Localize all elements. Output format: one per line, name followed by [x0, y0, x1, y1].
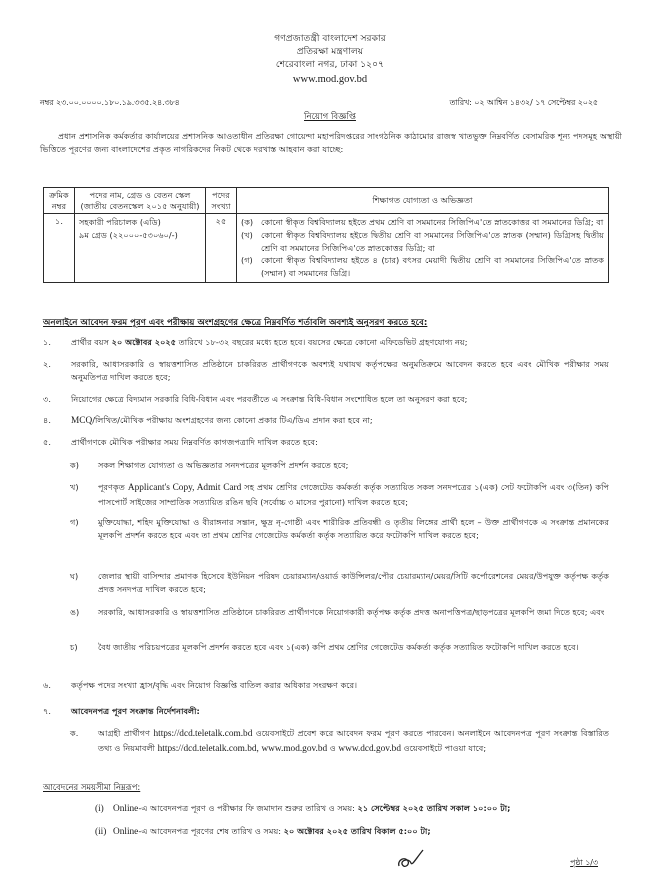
conditions-heading: অনলাইনে আবেদন ফরম পূরণ এবং পরীক্ষায় অংশগ্রহণের ক্ষেত্রে নিম্নবর্ণিত শর্তাবলি অবশ্যই অনুসরণ করতে হবে:	[43, 318, 428, 328]
document-text-part: পূরণকৃত	[98, 482, 128, 492]
condition-item	[43, 436, 609, 449]
instruction-text	[98, 727, 609, 757]
vacancy-table	[43, 187, 609, 283]
instruction-text-part: আগ্রহী প্রার্থীগণ	[98, 728, 154, 738]
deadline-heading: আবেদনের সময়সীমা নিম্নরূপ:	[43, 782, 141, 792]
memo-number: নম্বর ২৩.০০.০০০০.১৮০.১৯.৩৩৫.২৪.৩৮৪	[40, 98, 180, 107]
condition-item	[43, 393, 609, 406]
document-number: ক)	[70, 460, 79, 470]
document-number: ঙ)	[70, 607, 80, 617]
condition-item	[43, 336, 609, 349]
document-text	[98, 481, 609, 509]
condition-text-part: /লিখিত/মৌখিক পরীক্ষায় অংশগ্রহণের জন্য কোনো প্রকার টিএ/ডিএ প্রদান করা হবে না;	[92, 415, 373, 425]
condition-text: প্রার্থীগণকে মৌখিক পরীক্ষার সময় নিম্নবর্ণিত কাগজপত্রাদি দাখিল করতে হবে:	[71, 437, 318, 447]
document-item	[70, 606, 609, 619]
teletalk-link[interactable]: https://dcd.teletalk.com.bd,	[157, 743, 259, 754]
qualification-key: (ক)	[241, 217, 254, 228]
qualification-text: কোনো স্বীকৃত বিশ্ববিদ্যালয় হইতে ৪ (চার) বৎসর মেয়াদী দ্বিতীয় শ্রেণি বা সমমানের সিজিপিএ'তে স্নাতক (সম্মান) বা সমমানের ডিগ্রি।	[261, 255, 604, 279]
deadline-text-part: Online	[113, 804, 139, 814]
document-item	[70, 459, 609, 472]
condition-number: ৬.	[43, 680, 51, 690]
qualification-key: (খ)	[241, 230, 253, 241]
document-text: বৈধ জাতীয় পরিচয়পত্রের মূলকপি প্রদর্শন করতে হবে এবং ১(এক) কপি প্রথম শ্রেণির গেজেটেড কর্মকর্তা কর্তৃক সত্যায়িত ফটোকপি দাখিল করতে হবে।	[98, 642, 579, 652]
qualification-text: কোনো স্বীকৃত বিশ্ববিদ্যালয় হইতে প্রথম শ্রেণি বা সমমানের সিজিপিএ'তে স্নাতকোত্তর বা সমমানের ডিগ্রি; বা	[261, 217, 604, 228]
col-header-serial: ক্রমিক নম্বর	[44, 188, 75, 214]
deadline-text-part: -এ আবেদনপত্র পূরণ ও পরীক্ষার ফি জমাদান শুরুর তারিখ ও সময়:	[138, 803, 358, 813]
cell-count: ২৫	[206, 214, 237, 283]
condition-number: ১.	[43, 337, 51, 347]
condition-text	[71, 414, 609, 429]
condition-number: ২.	[43, 359, 51, 369]
document-item	[70, 481, 609, 509]
deadline-number: (i)	[95, 804, 104, 814]
condition-text: নিয়োগের ক্ষেত্রে বিদ্যমান সরকারি বিধি-বিধান এবং পরবর্তীতে এ সংক্রান্ত বিধি-বিধান সংশোধিত হলে তা অনুসরণ করা হবে;	[71, 394, 468, 404]
condition-number: ৪.	[43, 415, 51, 425]
document-text: সকল শিক্ষাগত যোগ্যতা ও অভিজ্ঞতার সনদপত্রের মূলকপি প্রদর্শন করতে হবে;	[98, 460, 349, 470]
cell-qualifications	[237, 214, 609, 283]
condition-text: সরকারি, আধাসরকারি ও স্বায়ত্তশাসিত প্রতিষ্ঠানে চাকরিরত প্রার্থীগণকে অবশ্যই যথাযথ কর্তৃপক্ষের অনুমতিক্রমে আবেদন করতে হবে এবং মৌখিক পরীক্ষার সময় অনুমতিপত্র দাখিল করতে হবে;	[71, 359, 609, 383]
condition-text-part: তারিখে ১৮-৩২ বছরের মধ্যে হতে হবে। বয়সের ক্ষেত্রে কোনো এফিডেভিট গ্রহণযোগ্য নয়;	[176, 337, 468, 347]
deadline-datetime: ২০ অক্টোবর ২০২৫ তারিখ বিকাল ৫:০০ টা;	[283, 826, 431, 836]
ministry-website[interactable]: www.mod.gov.bd	[292, 74, 368, 85]
condition-text: কর্তৃপক্ষ পদের সংখ্যা হ্রাস/বৃদ্ধি এবং নিয়োগ বিজ্ঞপ্তি বাতিল করার অধিকার সংরক্ষণ করে।	[71, 680, 358, 690]
signature-icon	[395, 848, 425, 872]
document-text-part: Applicant's Copy, Admit Card	[127, 483, 242, 493]
document-text-part: সহ প্রথম শ্রেণির গেজেটেড কর্মকর্তা কর্তৃক সত্যায়িত সকল সনদপত্রের ১(এক) সেট ফটোকপি এবং ৩(তিন) কপি পাসপোর্ট সাইজের সাম্প্রতিক সত্যায়িত রঙিন ছবি (সর্বোচ্চ ৩ মাসের পুরানো) দাখিল করতে হবে;	[98, 482, 609, 507]
notice-date: তারিখ: ০২ আশ্বিন ১৪৩২/ ১৭ সেপ্টেম্বর ২০২৫	[449, 98, 598, 107]
mod-link[interactable]: www.mod.gov.bd	[261, 743, 328, 754]
condition-item	[43, 414, 609, 429]
ministry-address: শেরেবাংলা নগর, ঢাকা ১২০৭	[275, 59, 385, 70]
deadline-text-part: -এ আবেদনপত্র পূরণের শেষ তারিখ ও সময়:	[138, 826, 284, 836]
post-name: সহকারী পরিচালক (এডি)	[79, 217, 161, 228]
col-header-count: পদের সংখ্যা	[206, 188, 237, 214]
condition-item	[43, 679, 609, 692]
deadline-text	[113, 803, 510, 816]
document-number: গ)	[70, 517, 79, 527]
deadline-text	[113, 826, 431, 839]
instructions-heading: আবেদনপত্র পূরণ সংক্রান্ত নির্দেশনাবলী:	[71, 706, 200, 716]
deadline-text-part: Online	[113, 827, 139, 837]
deadline-datetime: ২১ সেপ্টেম্বর ২০২৫ তারিখ সকাল ১০:০০ টা;	[357, 803, 511, 813]
condition-item	[43, 358, 609, 384]
condition-number: ৫.	[43, 437, 51, 447]
instruction-number: ক.	[70, 728, 79, 738]
deadline-item	[95, 803, 609, 816]
condition-heading	[71, 705, 609, 718]
condition-text-part: প্রার্থীর বয়স	[71, 337, 112, 347]
cell-post	[75, 214, 206, 283]
condition-text-part: MCQ	[71, 416, 93, 426]
qualification-item	[241, 216, 604, 229]
instruction-item	[70, 727, 609, 757]
document-number: চ)	[70, 642, 78, 652]
document-item	[70, 570, 609, 596]
qualification-item	[241, 229, 604, 254]
condition-bold-date: ২০ অক্টোবর ২০২৫	[111, 337, 177, 347]
document-number: খ)	[70, 482, 79, 492]
qualification-key: (গ)	[241, 255, 253, 266]
deadline-number: (ii)	[95, 827, 107, 837]
document-text: মুক্তিযোদ্ধা, শহিদ মুক্তিযোদ্ধা ও বীরাঙ্গনার সন্তান, ক্ষুদ্র নৃ-গোষ্ঠী এবং শারীরিক প্রতিবন্ধী ও তৃতীয় লিঙ্গের প্রার্থী হলে – উক্ত প্রার্থীগণকে এ সংক্রান্ত প্রমানকের মূলকপি প্রদর্শন করতে হবে এবং তা প্রথম শ্রেণির গেজেটেড কর্মকর্তা কর্তৃক সত্যায়িত করে ফটোকপি দাখিল করতে হবে;	[98, 517, 609, 541]
condition-item	[43, 705, 609, 718]
table-row	[44, 214, 609, 283]
col-header-post: পদের নাম, গ্রেড ও বেতন স্কেল (জাতীয় বেতনস্কেল ২০১৫ অনুযায়ী)	[75, 188, 206, 214]
document-text: জেলার স্থায়ী বাসিন্দার প্রমাণক হিসেবে ইউনিয়ন পরিষদ চেয়ারম্যান/ওয়ার্ড কাউন্সিলর/পৌর চেয়ারম্যান/মেয়র/সিটি কর্পোরেশনের মেয়র/উপযুক্ত কর্তৃপক্ষ কর্তৃক প্রদত্ত সনদপত্র দাখিল করতে হবে;	[98, 571, 609, 595]
instruction-text-part: ওয়েবসাইটে প্রবেশ করে আবেদন ফরম পূরণ করতে পারবেন। অনলাইনে আবেদনপত্র পূরণ সংক্রান্ত বিস্তারিত তথ্য ও নিয়মাবলী	[98, 728, 609, 753]
deadline-item	[95, 826, 609, 839]
government-name: গণপ্রজাতন্ত্রী বাংলাদেশ সরকার	[274, 33, 386, 44]
page-number: পৃষ্ঠা ১/৩	[570, 858, 598, 867]
col-header-qualification: শিক্ষাগত যোগ্যতা ও অভিজ্ঞতা	[237, 188, 609, 214]
cell-serial: ১.	[44, 214, 75, 283]
condition-number: ৭.	[43, 706, 51, 716]
table-header-row	[44, 188, 609, 214]
ministry-name: প্রতিরক্ষা মন্ত্রণালয়	[296, 46, 364, 57]
instruction-text-part: ওয়েবসাইটে পাওয়া যাবে;	[400, 742, 487, 753]
qualification-item	[241, 254, 604, 279]
intro-paragraph	[40, 130, 622, 157]
condition-number: ৩.	[43, 394, 51, 404]
document-item	[70, 516, 609, 542]
document-number: ঘ)	[70, 571, 79, 581]
instruction-text-part: ও	[327, 742, 339, 753]
teletalk-link[interactable]: https://dcd.teletalk.com.bd	[153, 729, 253, 739]
document-text: সরকারি, আধাসরকারি ও স্বায়ত্তশাসিত প্রতিষ্ঠানে চাকরিরত প্রার্থীগণকে নিয়োগকারী কর্তৃপক্ষ কর্তৃক প্রদত্ত অনাপত্তিপত্র/ছাড়পত্রের মূলকপি জমা দিতে হবে; এবং	[98, 607, 605, 617]
document-item	[70, 641, 609, 654]
dcd-link[interactable]: www.dcd.gov.bd	[338, 743, 401, 754]
condition-text	[71, 336, 609, 349]
qualification-text: কোনো স্বীকৃত বিশ্ববিদ্যালয় হইতে দ্বিতীয় শ্রেণি বা সমমানের সিজিপিএ'তে স্নাতক (সম্মান) ডিগ্রিসহ দ্বিতীয় শ্রেণি বা সমমানের সিজিপিএ'তে স্নাতকোত্তর ডিগ্রি; বা	[261, 230, 604, 253]
intro-text: প্রধান প্রশাসনিক কর্মকর্তার কার্যালয়ের প্রশাসনিক আওতাধীন প্রতিরক্ষা গোয়েন্দা মহাপরিদপ্তরের সাংগঠনিক কাঠামোর রাজস্ব খাতভুক্ত নিম্নবর্ণিত বেসামরিক শূন্য পদসমূহ অস্থায়ী ভিত্তিতে পূরণের জন্য বাংলাদেশের প্রকৃত নাগরিকদের নিকট থেকে দরখাস্ত আহবান করা যাচ্ছে:	[40, 131, 622, 155]
post-grade: ৯ম গ্রেড (২২০০০-৫৩০৬০/-)	[79, 230, 178, 241]
page-title: নিয়োগ বিজ্ঞপ্তি	[304, 112, 356, 122]
